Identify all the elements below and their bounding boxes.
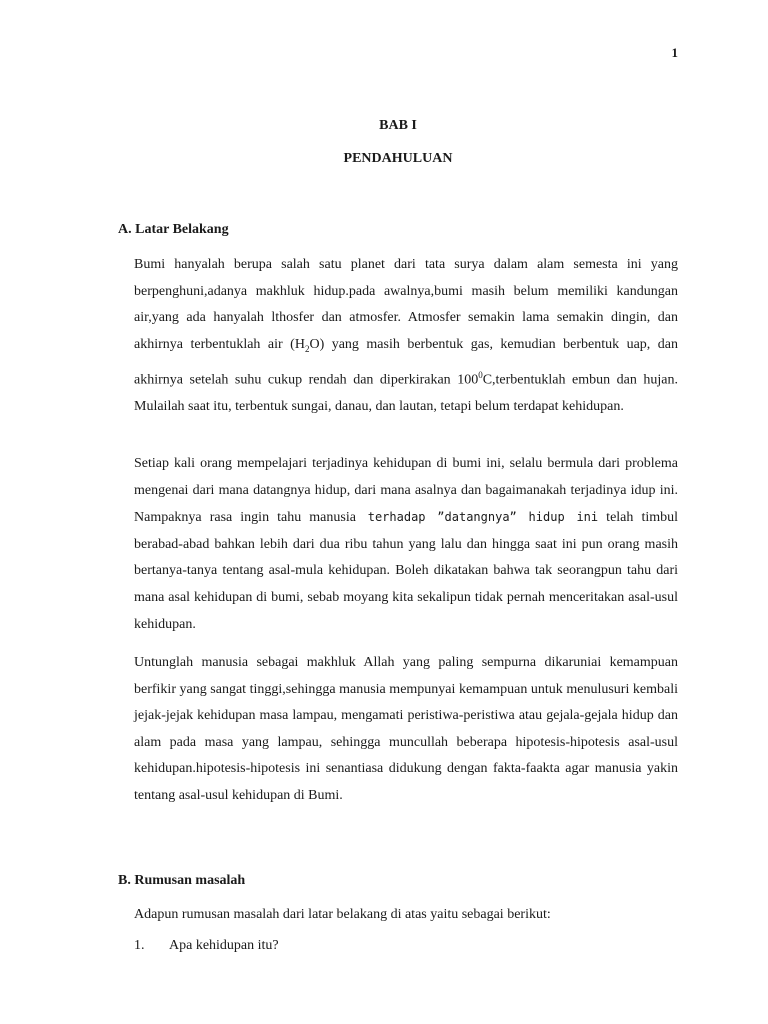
paragraph-1-subscript: 2 [304,343,310,354]
paragraph-1-part3: C,terbentuklah embun dan hujan. Mulailah saat itu, terbentuk sungai, danau, dan lautan, tetapi belum terdapat kehidupan. [134,372,678,415]
list-item [134,938,279,954]
paragraph-1-superscript: 0 [478,370,483,381]
paragraph-3: Untunglah manusia sebagai makhluk Allah yang paling sempurna dikaruniai kemampuan berfikir yang sangat tinggi,sehingga manusia mempunyai kemampuan untuk menulusuri kembali jejak-jejak kehidupan masa lampau, mengamati peristiwa-peristiwa atau gejala-gejala hidup dan alam pada masa yang lampau, sehingga muncullah beberapa hipotesis-hipotesis asal-usul kehidupan.hipotesis-hipotesis ini senantiasa didukung dengan fakta-faakta agar manusia yakin tentang asal-usul kehidupan di Bumi. [134,655,678,803]
paragraph-2-part1: Setiap kali orang mempelajari terjadinya kehidupan di bumi ini, selalu bermula dari problema mengenai dari mana datangnya hidup, dari mana asalnya dan bagaimanakah terjadinya idup ini. Nampaknya rasa ingin tahu manusia [134,456,678,526]
list-item-text: Apa kehidupan itu? [169,938,279,953]
chapter-label: BAB I [379,118,417,133]
section-b-heading: B. Rumusan masalah [118,873,246,888]
paragraph-2-part2: telah timbul berabad-abad bahkan lebih dari dua ribu tahun yang lalu dan hingga saat ini pun orang masih bertanya-tanya tentang asal-mula kehidupan. Boleh dikatakan bahwa tak seorangpun tahu dari mana asal kehidupan di bumi, sebab moyang kita sekalipun tidak pernah menceritakan asal-usul kehidupan. [134,510,678,632]
chapter-title: PENDAHULUAN [343,151,453,166]
section-a-heading: A. Latar Belakang [118,222,229,237]
page-number: 1 [671,45,678,60]
paragraph-1-part1: Bumi hanyalah berupa salah satu planet dari tata surya dalam alam semesta ini yang berpenghuni,adanya makhluk hidup.pada awalnya,bumi masih belum memiliki kandungan air,yang ada hanyalah lthosfer dan atmosfer. Atmosfer semakin lama semakin dingin, dan akhirnya terbentuklah air (H [134,257,678,352]
paragraph-1 [134,252,678,421]
paragraph-2 [134,451,678,638]
list-item-number: 1. [134,938,145,953]
paragraph-1-part2: O) yang masih berbentuk gas, kemudian berbentuk uap, dan akhirnya setelah suhu cukup rendah dan diperkirakan 100 [134,336,679,388]
section-b-intro: Adapun rumusan masalah dari latar belakang di atas yaitu sebagai berikut: [134,907,551,922]
paragraph-2-mono-fragment: terhadap ”datangnya” hidup ini [355,510,599,525]
